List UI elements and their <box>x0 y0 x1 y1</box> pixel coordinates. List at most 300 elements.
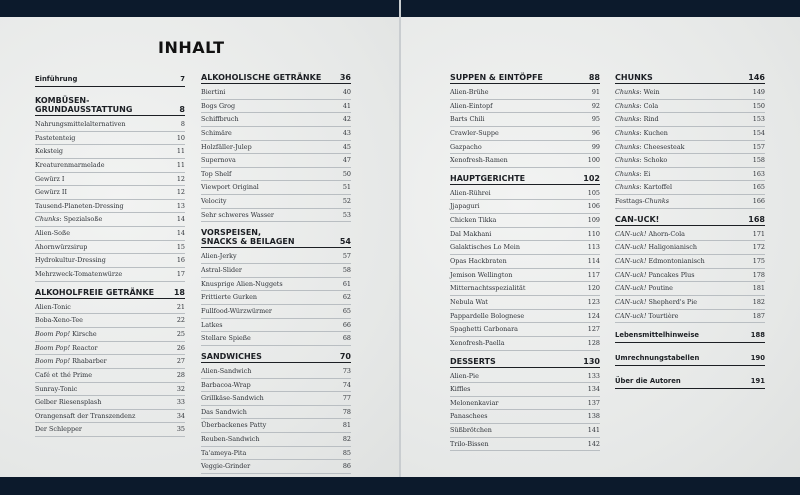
entry-title <box>35 159 105 172</box>
entry-page: 149 <box>752 88 765 96</box>
entry-title: Lebensmittelhinweise <box>615 331 700 340</box>
entry-page: 182 <box>752 297 765 306</box>
toc-entry <box>450 241 600 255</box>
entry-title <box>201 365 251 378</box>
entry-page: 137 <box>587 398 600 407</box>
entry-page: 134 <box>587 385 600 394</box>
toc-entry <box>201 291 351 305</box>
entry-title-text: : Spezialsoße <box>59 215 103 224</box>
entry-title-italic: CAN-uck! <box>615 284 647 293</box>
toc-entry <box>201 447 351 461</box>
entry-page: 100 <box>587 156 600 165</box>
entry-page: 138 <box>587 412 600 421</box>
toc-entry <box>35 227 185 241</box>
toc-entry <box>35 383 185 397</box>
entry-title-text: Gewürz I <box>35 174 65 183</box>
entry-page: 65 <box>342 306 351 315</box>
toc-entry <box>450 141 600 155</box>
section-heading <box>35 288 185 299</box>
section-page: 102 <box>583 173 600 183</box>
entry-page: 43 <box>342 128 351 137</box>
entry-page: 68 <box>342 334 351 343</box>
entry-title-text: Alien-Soße <box>35 229 71 238</box>
entry-page: 74 <box>342 380 351 389</box>
entry-title-text: Edmontonianisch <box>646 257 705 266</box>
entry-title <box>450 424 492 437</box>
entry-title <box>615 181 672 194</box>
toc-entry <box>35 355 185 369</box>
entry-title-text: Reactor <box>70 343 98 352</box>
entry-title <box>450 370 479 383</box>
entry-title-text: Velocity <box>201 197 227 206</box>
entry-page: 187 <box>752 311 765 320</box>
entry-title-text: Keksteig <box>35 147 64 156</box>
entry-page: 150 <box>752 101 765 110</box>
entry-title <box>35 213 102 226</box>
entry-page: 11 <box>176 147 185 156</box>
entry-title <box>450 241 520 254</box>
entry-title-text: Kirsche <box>70 329 97 338</box>
toc-column-2 <box>201 73 351 474</box>
entry-title <box>201 305 272 318</box>
entry-title <box>35 355 107 368</box>
entry-title-italic: Chunks <box>615 183 640 192</box>
entry-page: 41 <box>342 101 351 110</box>
entry-title <box>201 264 242 277</box>
entry-title <box>615 168 650 181</box>
entry-page: 190 <box>750 354 765 363</box>
entry-title-text: Kreaturenmarmelade <box>35 160 105 169</box>
toc-entry <box>450 154 600 168</box>
entry-page: 81 <box>342 421 351 430</box>
entry-title-text: Grillkäse-Sandwich <box>201 394 264 403</box>
entry-title <box>35 227 70 240</box>
entry-page: 26 <box>176 343 185 352</box>
entry-title-text: Schiffbruch <box>201 115 239 124</box>
entry-title <box>450 187 491 200</box>
section-page: 54 <box>339 237 351 247</box>
entry-title-text: Schimäre <box>201 128 232 137</box>
entry-title <box>615 154 667 167</box>
entry-title-text: : Kuchen <box>639 128 668 137</box>
toc-entry <box>450 255 600 269</box>
toc-entry-main <box>615 329 765 343</box>
entry-title <box>615 296 697 309</box>
entry-title-text: Alien-Brühe <box>450 88 489 96</box>
entry-title-italic: Chunks <box>615 88 640 96</box>
entry-title-text: Überbackenes Patty <box>201 421 267 430</box>
toc-entry <box>35 268 185 282</box>
entry-title-text: Ahorn-Cola <box>646 229 685 238</box>
entry-title <box>450 127 499 140</box>
entry-title-text: : Schoko <box>639 156 668 165</box>
entry-page: 92 <box>591 101 600 110</box>
section-title: DESSERTS <box>450 356 496 366</box>
entry-title <box>201 419 266 432</box>
entry-title <box>201 406 247 419</box>
toc-entry <box>615 296 765 310</box>
entry-title <box>35 241 87 254</box>
toc-entry <box>615 241 765 255</box>
toc-entry <box>201 264 351 278</box>
toc-entry <box>35 410 185 424</box>
entry-title-italic: Boom Pop! <box>35 329 71 338</box>
toc-entry <box>450 282 600 296</box>
toc-entry <box>450 370 600 384</box>
section-title: ALKOHOLFREIE GETRÄNKE <box>35 287 155 297</box>
section-title: ALKOHOLISCHE GETRÄNKE <box>201 73 322 82</box>
toc-entry <box>201 305 351 319</box>
entry-title <box>201 181 259 194</box>
toc-entry <box>450 397 600 411</box>
entry-title <box>615 228 685 241</box>
entry-title <box>35 383 77 396</box>
entry-title-text: Holzfäller-Julep <box>201 142 252 151</box>
entry-title <box>450 282 525 295</box>
entry-title-text: Alien-Eintopf <box>450 101 493 110</box>
entry-title-text: Chicken Tikka <box>450 216 497 225</box>
entry-title-text: Mitternachtsspezialität <box>450 284 526 293</box>
toc-entry <box>35 328 185 342</box>
entry-title-italic: Chunks <box>35 215 60 224</box>
entry-title <box>201 127 232 140</box>
entry-title-italic: Chunks <box>644 197 670 206</box>
entry-page: 142 <box>587 439 600 448</box>
entry-title-italic: Chunks <box>615 128 640 137</box>
entry-title-text: Tourtière <box>646 311 679 320</box>
entry-page: 106 <box>587 202 600 211</box>
entry-page: 117 <box>587 270 600 279</box>
entry-title: Umrechnungstabellen <box>615 354 700 363</box>
entry-page: 13 <box>176 201 185 210</box>
entry-title <box>450 214 496 227</box>
entry-title-text: Ahornwürzsirup <box>35 242 88 251</box>
entry-title-text: Hydrokultur-Dressing <box>35 256 106 265</box>
section-title: CAN-UCK! <box>615 214 660 224</box>
entry-title: Über die Autoren <box>615 377 681 386</box>
toc-entry <box>201 195 351 209</box>
entry-title <box>201 460 250 473</box>
entry-page: 33 <box>176 398 185 407</box>
toc-entry <box>615 181 765 195</box>
entry-page: 14 <box>176 215 185 224</box>
entry-page: 52 <box>342 197 351 206</box>
entry-title-text: Sunray-Tonic <box>35 384 78 393</box>
toc-entry <box>35 396 185 410</box>
entry-title <box>450 438 489 451</box>
entry-title-text: Panaschees <box>450 412 488 421</box>
entry-title-italic: CAN-uck! <box>615 297 647 306</box>
section-page: 18 <box>173 287 185 297</box>
entry-title <box>201 379 251 392</box>
entry-title-text: Haligonianisch <box>646 243 697 252</box>
entry-page: 123 <box>587 297 600 306</box>
entry-page: 35 <box>176 425 185 434</box>
toc-column-1 <box>35 73 185 437</box>
entry-title-text: Stellare Spieße <box>201 334 251 343</box>
entry-page: 8 <box>180 120 185 128</box>
entry-page: 85 <box>342 448 351 457</box>
entry-page: 128 <box>587 338 600 347</box>
entry-page: 124 <box>587 311 600 320</box>
toc-column-3 <box>450 73 600 451</box>
entry-title <box>450 397 498 410</box>
entry-title <box>201 291 257 304</box>
entry-page: 32 <box>176 384 185 393</box>
entry-title-text: Viewport Original <box>201 183 259 192</box>
entry-title <box>450 323 518 336</box>
toc-entry <box>35 118 185 132</box>
entry-title <box>201 100 235 113</box>
entry-page: 109 <box>587 216 600 225</box>
entry-page: 34 <box>176 411 185 420</box>
entry-title-text: Orangensaft der Transzendenz <box>35 411 136 420</box>
toc-entry <box>201 100 351 114</box>
entry-title-italic: CAN-uck! <box>615 311 647 320</box>
entry-title-text: Boba-Xeno-Tee <box>35 316 83 325</box>
entry-page: 110 <box>587 229 600 238</box>
toc-entry <box>450 337 600 351</box>
entry-page: 171 <box>752 229 765 238</box>
toc-entry <box>450 228 600 242</box>
toc-entry <box>201 419 351 433</box>
entry-page: 86 <box>342 462 351 471</box>
toc-entry <box>35 213 185 227</box>
entry-title-text: Fullfood-Würzwürmer <box>201 306 272 315</box>
entry-page: 73 <box>342 366 351 375</box>
entry-page: 165 <box>752 183 765 192</box>
entry-page: 21 <box>176 302 185 311</box>
entry-title <box>450 337 505 350</box>
section-heading <box>201 73 351 84</box>
entry-title-text: Knusprige Alien-Nuggets <box>201 279 283 288</box>
entry-title: Einführung <box>35 75 78 83</box>
section-page: 130 <box>583 356 600 366</box>
entry-page: 127 <box>587 325 600 334</box>
entry-page: 66 <box>342 320 351 329</box>
entry-page: 51 <box>342 183 351 192</box>
section-page: 88 <box>588 73 600 82</box>
toc-entry <box>450 214 600 228</box>
toc-entry <box>615 113 765 127</box>
entry-title-text: Latkes <box>201 320 223 329</box>
toc-entry <box>450 383 600 397</box>
entry-title-italic: Chunks <box>615 169 640 178</box>
entry-title-text: : Cheesesteak <box>639 142 685 151</box>
entry-title-text: Rhabarber <box>70 357 107 366</box>
section-title: VORSPEISEN, SNACKS & BEILAGEN <box>201 228 295 247</box>
entry-title-text: : Wein <box>639 88 660 96</box>
entry-page: 154 <box>752 128 765 137</box>
entry-title <box>201 154 236 167</box>
entry-title <box>615 113 659 126</box>
entry-title-text: Alien-Rührei <box>450 188 491 197</box>
entry-title-text: Spaghetti Carbonara <box>450 325 518 334</box>
entry-title-text: : Kartoffel <box>639 183 672 192</box>
entry-title-text: Veggie-Grinder <box>201 462 251 471</box>
toc-entry <box>201 209 351 223</box>
entry-page: 12 <box>176 188 185 197</box>
toc-entry <box>615 310 765 324</box>
toc-entry <box>450 323 600 337</box>
entry-title-text: Opas Hackbraten <box>450 257 507 266</box>
entry-page: 153 <box>752 115 765 124</box>
entry-page: 166 <box>752 197 765 206</box>
entry-title-text: Dal Makhani <box>450 229 492 238</box>
entry-title-text: Frittierte Gurken <box>201 293 257 302</box>
toc-entry <box>201 392 351 406</box>
entry-page: 17 <box>176 270 185 279</box>
toc-entry <box>615 255 765 269</box>
toc-entry <box>201 433 351 447</box>
toc-entry <box>450 296 600 310</box>
section-page: 8 <box>179 105 185 114</box>
toc-entry <box>615 127 765 141</box>
entry-title-text: Supernova <box>201 156 236 165</box>
toc-entry <box>615 154 765 168</box>
entry-page: 53 <box>342 210 351 219</box>
section-title: CHUNKS <box>615 73 653 82</box>
entry-page: 62 <box>342 293 351 302</box>
entry-title <box>201 209 274 222</box>
entry-title-text: Xenofresh-Ramen <box>450 156 508 165</box>
entry-title <box>450 86 489 99</box>
entry-title <box>201 332 251 345</box>
entry-title-italic: CAN-uck! <box>615 243 647 252</box>
section-page: 146 <box>748 73 765 82</box>
entry-page: 50 <box>342 169 351 178</box>
toc-entry <box>35 145 185 159</box>
entry-title <box>35 396 101 409</box>
entry-title <box>35 342 98 355</box>
entry-title <box>201 195 227 208</box>
entry-title <box>201 113 239 126</box>
entry-title <box>35 145 63 158</box>
toc-entry <box>450 310 600 324</box>
entry-title <box>201 447 246 460</box>
entry-title <box>201 278 283 291</box>
entry-page: 91 <box>591 88 600 96</box>
section-heading <box>201 228 351 248</box>
entry-page: 172 <box>752 243 765 252</box>
entry-page: 82 <box>342 435 351 444</box>
entry-title <box>35 254 106 267</box>
section-title: SANDWICHES <box>201 351 262 361</box>
entry-page: 57 <box>342 252 351 261</box>
toc-entry <box>615 86 765 100</box>
toc-entry <box>201 154 351 168</box>
entry-title <box>615 282 673 295</box>
toc-entry <box>615 282 765 296</box>
entry-title <box>35 173 64 186</box>
entry-page: 96 <box>591 128 600 137</box>
entry-title <box>35 118 126 131</box>
entry-title-italic: CAN-uck! <box>615 270 647 279</box>
entry-page: 16 <box>176 256 185 265</box>
toc-entry <box>615 195 765 209</box>
entry-title-text: Jemison Wellington <box>450 270 513 279</box>
toc-entry <box>35 301 185 315</box>
toc-entry <box>450 410 600 424</box>
entry-page: 175 <box>752 257 765 266</box>
toc-entry <box>450 187 600 201</box>
entry-title-text: Mehrzweck-Tomatenwürze <box>35 270 123 279</box>
entry-title-text: Poutine <box>646 284 673 293</box>
entry-title <box>35 410 135 423</box>
entry-title <box>35 268 122 281</box>
entry-page: 7 <box>180 75 185 83</box>
entry-title-text: Galaktisches Lo Mein <box>450 243 520 252</box>
entry-page: 188 <box>750 331 765 340</box>
toc-entry <box>450 200 600 214</box>
entry-title <box>615 195 669 208</box>
toc-entry <box>450 127 600 141</box>
toc-entry <box>35 173 185 187</box>
entry-title <box>35 200 124 213</box>
entry-title <box>615 269 694 282</box>
entry-page: 105 <box>587 188 600 197</box>
toc-entry <box>35 254 185 268</box>
entry-title <box>35 328 97 341</box>
entry-title-italic: CAN-uck! <box>615 229 647 238</box>
toc-entry-main <box>35 73 185 87</box>
entry-title-text: Das Sandwich <box>201 407 247 416</box>
entry-title <box>201 319 223 332</box>
section-heading <box>450 174 600 185</box>
entry-title-text: Trilo-Bissen <box>450 439 489 448</box>
entry-title-text: Bogs Grog <box>201 101 236 110</box>
entry-title <box>201 86 225 99</box>
entry-title-text: Pappardelle Bolognese <box>450 311 525 320</box>
toc-entry <box>201 379 351 393</box>
toc-entry <box>35 314 185 328</box>
section-page: 36 <box>339 73 351 82</box>
entry-title-text: Biertini <box>201 88 226 96</box>
entry-title-text: Alien-Tonic <box>35 302 71 311</box>
section-page: 70 <box>339 351 351 361</box>
toc-entry <box>615 168 765 182</box>
entry-title <box>35 314 83 327</box>
entry-title <box>35 301 71 314</box>
entry-title <box>450 154 508 167</box>
toc-entry <box>615 100 765 114</box>
entry-title <box>35 423 82 436</box>
section-heading <box>450 73 600 84</box>
section-page: 168 <box>748 214 765 224</box>
entry-title-italic: Chunks <box>615 101 640 110</box>
entry-title-text: Top Shelf <box>201 169 232 178</box>
entry-page: 11 <box>176 160 185 169</box>
entry-title-text: : Cola <box>639 101 659 110</box>
entry-title-italic: Boom Pop! <box>35 357 71 366</box>
toc-entry <box>35 342 185 356</box>
toc-entry <box>35 132 185 146</box>
entry-page: 78 <box>342 407 351 416</box>
entry-title <box>615 100 658 113</box>
entry-page: 42 <box>342 115 351 124</box>
entry-page: 45 <box>342 142 351 151</box>
toc-entry <box>201 365 351 379</box>
entry-title <box>615 127 668 140</box>
toc-entry <box>201 332 351 346</box>
toc-entry <box>35 159 185 173</box>
entry-title-text: Festtags- <box>615 197 645 206</box>
book-spine <box>399 0 401 495</box>
entry-title-italic: Chunks <box>615 142 640 151</box>
entry-page: 40 <box>342 88 351 96</box>
entry-title <box>450 269 512 282</box>
entry-title-text: Shepherd's Pie <box>646 297 698 306</box>
